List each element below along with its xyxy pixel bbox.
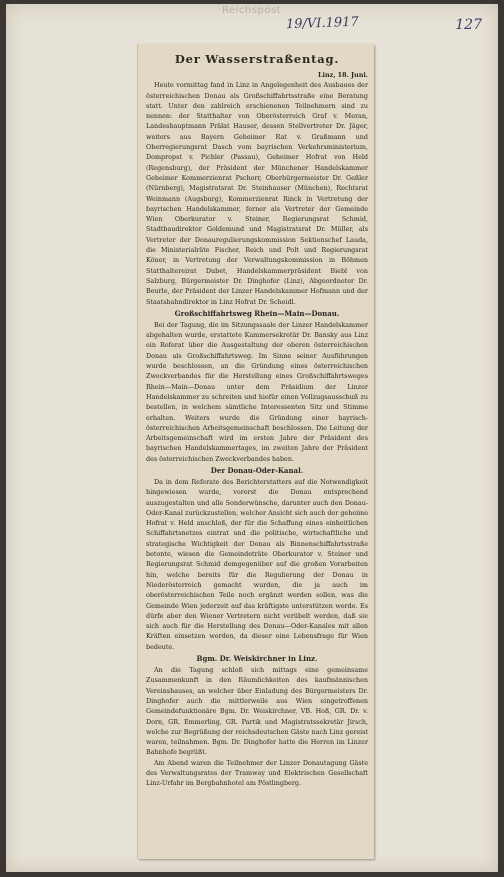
section-heading-weiskirchner: Bgm. Dr. Weiskirchner in Linz. (196, 654, 318, 664)
section-heading-donau-oder-kanal: Der Donau-Oder-Kanal. (210, 465, 304, 475)
newspaper-clipping (138, 44, 374, 859)
handwritten-date: 19/VI.1917 (285, 14, 359, 33)
folio-number: 127 (455, 17, 482, 33)
article-paragraph-donau-oder-kanal: Da in dem Referate des Berichterstatters auf die Notwendigkeit hingewiesen wurde, vorerst die Donau entsprechend auszugestalten und alle Sonderwünsche, darunter auch den Donau-Oder-Kanal zurückzustellen, welcher Ansicht sich auch der geheime Hofrat v. Held anschloß, der für die Schaffung eines einheitlichen Schiffahrtsnetzes eintrat und die politische, wirtschaftliche und strategische Wichtigkeit der Donau als Binnenschiffahrtsstraße betonte, wiesen die Gemeindeträte Oberkurator v. Steiner und Regierungsrat Schmid demgegenüber auf die großen Vorarbeiten hin, welche bereits für die Regulierung der Donau in Niederösterreich gemacht wurden, die ja auch im oberösterreichischen Teile noch ergänzt werden sollen, was die Gemeinde Wien jederzeit auf das kräftigste unterstützen werde. Es dürfe aber den Wiener Vertretern nicht verübelt werden, daß sie sich auch für die Herstellung des Donau—Oder-Kanales mit allen Kräften einsetzen werden, da dieser eine Lebensfrage für Wien bedeute. (146, 477, 368, 651)
article-paragraph-intro: Heute vormittag fand in Linz in Angelegenheit des Ausbaues der österreichischen Donau als Großschiffahrtsstraße eine Beratung statt. Unter den zahlreich erschienenen Teilnehmern sind zu nennen: der Statthalter von Oberösterreich Graf v. Meran, Landeshauptmann Prälat Hauser, dessen Stellvertreter Dr. Jäger, weiters aus Bayern Geheimer Rat v. Graßmann und Oberregierungsrat Dasch vom bayrischen Verkehrsministerium, Dompropst v. Pichler (Passau), Geheimer Hofrat von Held (Regensburg), der Präsident der Münchener Handelskammer Geheimer Kommerzienrat Pschorr, Oberbürgermeister Dr. Geßler (Nürnberg), Magistratsrat Dr. Steinhauser (München), Rechtsrat Weinmann (Augsburg), Kommerzienrat Rinck in Vertretung der bayrischen Handelskammer, ferner als Vertreter der Gemeinde Wien Oberkurator v. Steiner, Regierungsrat Schmid, Stadtbaudirektor Goldemund und Magistratsrat Dr. Müller, als Vertreter der Donauregulierungskommission Sektionschef Lauda, die Ministerialräte Fischer, Reich und Polt und Regierungsrat Köner, in Vertretung der Verwaltungskommission in Böhmen Statthaltereirat Dubet, Handelskammerpräsident Biebl von Salzburg, Bürgermeister Dr. Dinghofer (Linz), Abgeordneter Dr. Beurle, der Präsident der Linzer Handelskammer Hofmann und der Staatsbahndirektor in Linz Hofrat Dr. Scheidl. (146, 81, 368, 306)
article-dateline: Linz, 18. Juni. (318, 71, 368, 79)
section-heading-rhein-main-donau: Großschiffahrtsweg Rhein—Main—Donau. (174, 308, 340, 318)
article-paragraph-rhein-main-donau: Bei der Tagung, die im Sitzungssaale der Linzer Handelskammer abgehalten wurde, erstattete Kammersekretär Dr. Bansky aus Linz ein Referat über die Ausgestaltung der oberen österreichischen Donau als Großschiffahrtsweg. Im Sinne seiner Ausführungen wurde beschlossen, an die Gründung eines österreichischen Zweckverbandes für die Herstellung eines Großschiffahrtsweges Rhein—Main—Donau unter dem Präsidium der Linzer Handelskammer zu schreiten und hiefür einen Vollzugsausschuß zu bestellen, in welchem sämtliche Interessenten Sitz und Stimme erhalten. Weiters wurde die Gründung einer bayrisch-österreichischen Arbeitsgemeinschaft beschlossen. Die Leitung der Arbeitsgemeinschaft wird im ersten Jahre der Präsident des bayrischen Handelskammertages, im zweiten Jahre der Präsident des österreichischen Zweckverbandes haben. (146, 320, 368, 463)
article-title: Der Wasserstraßentag. (174, 52, 340, 66)
article-paragraph-closing: Am Abend waren die Teilnehmer der Linzer Donautagung Gäste des Verwaltungsrates der Tramway und Elektrischen Gesellschaft Linz-Urfahr im Bergbahnhotel am Pöstlingberg. (146, 758, 368, 788)
source-stamp: Reichspost (222, 5, 282, 16)
article-paragraph-weiskirchner: An die Tagung schloß sich mittags eine gemeinsame Zusammenkunft in den Räumlichkeiten des kaufmännischen Vereinshauses, an welcher über Einladung des Bürgermeisters Dr. Dinghofer auch die mittlerweile aus Wien eingetroffenen Gemeindefunktionäre Bgm. Dr. Weiskirchner, VB. Hoß, GR. Dr. v. Dorn, GR. Emmerling, GR. Partik und Magistratssekretär Jirsch, welche zur Begrüßung der reichsdeutschen Gäste nach Linz gereist waren, teilnahmen. Bgm. Dr. Dinghofer hatte die Herren im Linzer Bahnhofe begrüßt. (146, 666, 368, 757)
